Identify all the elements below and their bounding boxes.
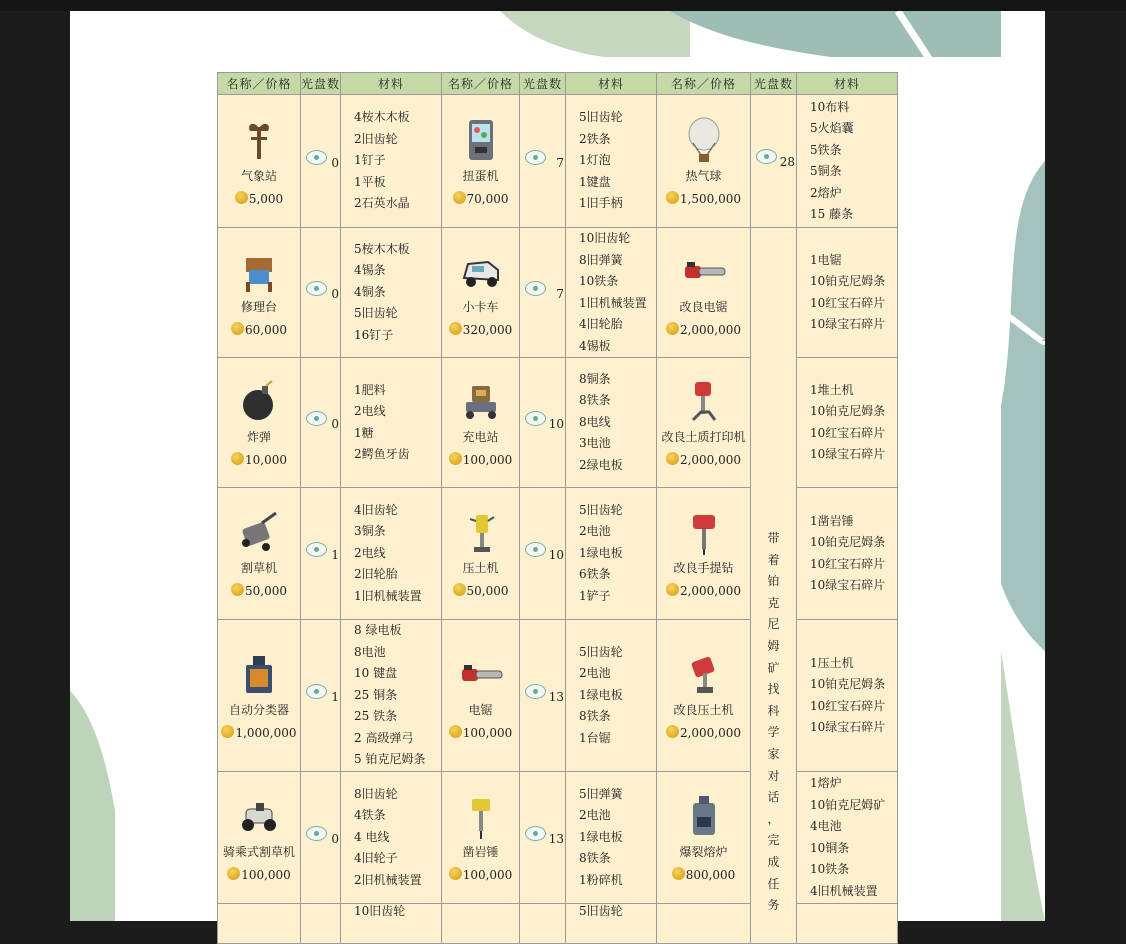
material-line: 5铜条 <box>810 164 842 178</box>
item-price: 60,000 <box>218 322 300 337</box>
compactor-red-icon <box>681 651 727 697</box>
item-price: 2,000,000 <box>657 322 750 337</box>
materials-cell <box>341 95 442 228</box>
empty-cell <box>520 904 566 944</box>
material-line: 10旧齿轮 <box>354 904 406 918</box>
material-line: 4旧轮胎 <box>579 317 623 331</box>
disc-icon <box>306 281 327 296</box>
material-line: 3铜条 <box>354 524 386 539</box>
coin-icon <box>235 191 248 204</box>
item-cell <box>442 772 520 904</box>
charging-station-icon <box>458 378 504 424</box>
coin-icon <box>672 867 685 880</box>
disc-icon <box>306 150 327 165</box>
item-price: 1,500,000 <box>657 191 750 206</box>
material-line: 10绿宝石碎片 <box>810 720 886 734</box>
item-cell <box>218 95 301 228</box>
material-line: 10红宝石碎片 <box>810 556 886 571</box>
materials-cell <box>566 95 657 228</box>
material-line: 8铜条 <box>579 371 611 386</box>
item-cell <box>442 95 520 228</box>
material-line: 10铜条 <box>810 840 850 855</box>
item-name: 凿岩锤 <box>462 845 499 859</box>
blast-furnace-icon <box>681 793 727 839</box>
material-line: 8电线 <box>579 414 611 429</box>
rock-hammer-icon <box>458 793 504 839</box>
header-row <box>218 73 898 95</box>
material-line: 1糖 <box>354 425 374 440</box>
item-price: 100,000 <box>218 867 300 882</box>
material-line: 8旧齿轮 <box>354 786 398 801</box>
material-line: 2石英水晶 <box>354 196 410 211</box>
coin-icon <box>221 725 234 738</box>
material-line: 8旧弹簧 <box>579 252 623 267</box>
disc-count-cell <box>520 95 566 228</box>
disc-icon <box>525 150 546 165</box>
material-line: 10红宝石碎片 <box>810 425 886 440</box>
material-line: 1旧机械装置 <box>579 295 647 310</box>
material-line: 5旧弹簧 <box>579 786 623 801</box>
disc-icon <box>306 684 327 699</box>
empty-cell <box>797 904 898 944</box>
materials-cell <box>797 772 898 904</box>
coin-icon <box>453 583 466 596</box>
item-price: 320,000 <box>442 322 519 337</box>
disc-count-cell <box>301 620 341 772</box>
column-header: 材料 <box>797 73 898 95</box>
material-line: 4旧轮子 <box>354 851 398 866</box>
material-line: 4旧机械装置 <box>810 883 878 898</box>
item-price: 70,000 <box>442 191 519 206</box>
item-price: 2,000,000 <box>657 583 750 598</box>
disc-count: 0 <box>331 287 339 301</box>
material-line: 2绿电板 <box>579 457 623 472</box>
material-line: 10铂克尼姆矿 <box>810 797 886 812</box>
materials-cell <box>797 620 898 772</box>
item-cell <box>657 228 751 358</box>
material-line: 1堆土机 <box>810 382 854 397</box>
disc-count: 0 <box>331 156 339 170</box>
materials-cell <box>566 488 657 620</box>
empty-cell <box>442 904 520 944</box>
material-line: 10铂克尼姆条 <box>810 274 886 288</box>
item-name: 压土机 <box>462 561 499 575</box>
material-line: 1凿岩锤 <box>810 513 854 528</box>
material-line: 4铁条 <box>354 808 386 823</box>
disc-icon <box>756 149 777 164</box>
item-price: 100,000 <box>442 452 519 467</box>
material-line: 4桉木木板 <box>354 110 410 125</box>
material-line: 2旧机械装置 <box>354 872 422 887</box>
material-line: 1电锯 <box>810 252 842 267</box>
disc-count: 0 <box>331 832 339 846</box>
material-line: 10铁条 <box>579 274 619 288</box>
disc-count-cell <box>301 358 341 488</box>
material-line: 5旧齿轮 <box>579 904 623 918</box>
item-price: 1,000,000 <box>218 725 300 740</box>
disc-count-cell <box>520 488 566 620</box>
material-line: 2电池 <box>579 666 611 681</box>
item-price: 2,000,000 <box>657 725 750 740</box>
items-table <box>217 72 898 944</box>
material-line: 1铲子 <box>579 588 611 603</box>
gacha-machine-icon <box>458 117 504 163</box>
column-header: 名称／价格 <box>218 73 301 95</box>
material-line: 2电线 <box>354 545 386 560</box>
materials-cell <box>797 488 898 620</box>
item-cell <box>218 620 301 772</box>
material-line: 5旧齿轮 <box>354 306 398 321</box>
item-cell <box>442 228 520 358</box>
materials-cell <box>566 620 657 772</box>
material-line: 1粉碎机 <box>579 872 623 887</box>
material-line: 10红宝石碎片 <box>810 698 886 713</box>
soil-printer-icon <box>681 378 727 424</box>
disc-icon <box>525 542 546 557</box>
materials-cell <box>797 228 898 358</box>
material-line: 10绿宝石碎片 <box>810 317 886 331</box>
item-cell <box>657 772 751 904</box>
top-bar <box>0 0 1126 11</box>
material-line: 10铁条 <box>810 862 850 876</box>
material-line: 5火焰囊 <box>810 121 854 135</box>
material-line: 10绿宝石碎片 <box>810 578 886 592</box>
disc-count-cell <box>520 772 566 904</box>
item-cell <box>218 772 301 904</box>
repair-bench-icon <box>236 248 282 294</box>
chainsaw-icon <box>681 248 727 294</box>
compactor-icon <box>458 509 504 555</box>
auto-sorter-icon <box>236 651 282 697</box>
table-body <box>218 95 898 944</box>
hand-drill-icon <box>681 509 727 555</box>
empty-cell <box>657 904 751 944</box>
materials-cell <box>566 904 657 944</box>
disc-count: 13 <box>548 690 564 704</box>
weather-station-icon <box>236 117 282 163</box>
coin-icon <box>449 725 462 738</box>
item-name: 修理台 <box>240 300 277 314</box>
coin-icon <box>666 322 679 335</box>
disc-count-cell <box>520 620 566 772</box>
disc-count-cell <box>520 358 566 488</box>
coin-icon <box>666 583 679 596</box>
material-line: 1台锯 <box>579 730 611 745</box>
material-line: 10布料 <box>810 99 850 114</box>
materials-cell <box>341 904 442 944</box>
material-line: 4锡条 <box>354 263 386 278</box>
disc-count: 0 <box>331 417 339 431</box>
item-name: 热气球 <box>685 168 722 183</box>
item-name: 炸弹 <box>246 430 271 444</box>
materials-cell <box>341 358 442 488</box>
disc-count-cell <box>301 95 341 228</box>
material-line: 2旧轮胎 <box>354 567 398 582</box>
disc-count: 13 <box>548 832 564 846</box>
item-name: 自动分类器 <box>228 703 289 717</box>
material-line: 4电池 <box>810 819 842 833</box>
material-line: 1肥料 <box>354 382 386 397</box>
material-line: 4铜条 <box>354 284 386 299</box>
material-line: 10铂克尼姆条 <box>810 535 886 549</box>
disc-icon <box>306 826 327 841</box>
materials-cell <box>341 772 442 904</box>
bomb-icon <box>236 378 282 424</box>
material-line: 5 铂克尼姆条 <box>354 752 426 767</box>
lawn-mower-icon <box>236 509 282 555</box>
material-line: 8铁条 <box>579 393 611 408</box>
materials-cell <box>341 228 442 358</box>
material-line: 25 铁条 <box>354 709 398 724</box>
material-line: 8 绿电板 <box>354 623 402 638</box>
disc-note-cell <box>751 228 797 944</box>
material-line: 10红宝石碎片 <box>810 295 886 310</box>
material-line: 16钉子 <box>354 327 394 342</box>
material-line: 10铂克尼姆条 <box>810 677 886 691</box>
material-line: 1旧机械装置 <box>354 588 422 603</box>
material-line: 15 藤条 <box>810 207 854 221</box>
material-line: 5旧齿轮 <box>579 644 623 659</box>
materials-cell <box>341 620 442 772</box>
column-header: 名称／价格 <box>442 73 520 95</box>
disc-count: 1 <box>331 690 339 704</box>
item-name: 电锯 <box>468 703 493 717</box>
materials-cell <box>566 228 657 358</box>
item-name: 骑乘式割草机 <box>222 845 295 859</box>
item-name: 充电站 <box>462 430 499 444</box>
disc-count: 7 <box>556 156 564 170</box>
material-line: 1熔炉 <box>810 776 842 790</box>
coin-icon <box>449 322 462 335</box>
material-line: 1绿电板 <box>579 829 623 844</box>
item-name: 改良土质打印机 <box>661 430 746 444</box>
material-line: 4旧齿轮 <box>354 502 398 517</box>
material-line: 6铁条 <box>579 567 611 582</box>
table-row <box>218 95 898 228</box>
disc-count-cell <box>301 228 341 358</box>
item-cell <box>657 488 751 620</box>
coin-icon <box>666 725 679 738</box>
item-name: 改良压土机 <box>673 703 734 717</box>
disc-icon <box>525 826 546 841</box>
disc-count: 7 <box>556 287 564 301</box>
material-line: 8铁条 <box>579 709 611 724</box>
item-price: 5,000 <box>218 191 300 206</box>
item-cell <box>218 488 301 620</box>
disc-count-cell <box>520 228 566 358</box>
disc-icon <box>306 542 327 557</box>
riding-mower-icon <box>236 793 282 839</box>
disc-count: 1 <box>331 548 339 562</box>
table-row <box>218 228 898 358</box>
disc-count-cell <box>751 95 797 228</box>
item-name: 割草机 <box>240 561 277 575</box>
item-price: 100,000 <box>442 725 519 740</box>
materials-cell <box>797 95 898 228</box>
item-name: 小卡车 <box>462 300 499 314</box>
material-line: 1平板 <box>354 174 386 189</box>
coin-icon <box>449 452 462 465</box>
material-line: 2鳄鱼牙齿 <box>354 447 410 461</box>
hot-air-balloon-icon <box>681 117 727 163</box>
material-line: 5旧齿轮 <box>579 110 623 125</box>
item-cell <box>442 620 520 772</box>
disc-count: 10 <box>548 548 564 562</box>
material-line: 10绿宝石碎片 <box>810 447 886 461</box>
disc-count-cell <box>301 488 341 620</box>
disc-icon <box>525 411 546 426</box>
material-line: 2铁条 <box>579 131 611 146</box>
material-line: 2旧齿轮 <box>354 131 398 146</box>
item-cell <box>442 358 520 488</box>
material-line: 10 键盘 <box>354 666 398 681</box>
coin-icon <box>666 452 679 465</box>
item-price: 100,000 <box>442 867 519 882</box>
disc-icon <box>306 411 327 426</box>
materials-cell <box>566 358 657 488</box>
column-header: 材料 <box>566 73 657 95</box>
disc-count: 10 <box>548 417 564 431</box>
item-cell <box>657 620 751 772</box>
empty-cell <box>218 904 301 944</box>
item-price: 50,000 <box>442 583 519 598</box>
material-line: 4锡板 <box>579 338 611 353</box>
material-line: 5旧齿轮 <box>579 502 623 517</box>
material-line: 1灯泡 <box>579 153 611 168</box>
item-name: 改良手提钻 <box>673 561 734 575</box>
disc-icon <box>525 684 546 699</box>
material-line: 8铁条 <box>579 851 611 866</box>
item-name: 改良电锯 <box>679 300 728 314</box>
empty-cell <box>301 904 341 944</box>
material-line: 2电池 <box>579 808 611 823</box>
material-line: 1绿电板 <box>579 545 623 560</box>
material-line: 2 高级弹弓 <box>354 730 414 745</box>
item-price: 800,000 <box>657 867 750 882</box>
item-name: 扭蛋机 <box>462 168 499 183</box>
item-price: 2,000,000 <box>657 452 750 467</box>
column-header: 光盘数 <box>520 73 566 95</box>
coin-icon <box>231 452 244 465</box>
column-header: 光盘数 <box>751 73 797 95</box>
material-line: 1压土机 <box>810 655 854 670</box>
material-line: 2电池 <box>579 524 611 539</box>
material-line: 10旧齿轮 <box>579 231 631 245</box>
item-name: 爆裂熔炉 <box>679 845 728 859</box>
item-cell <box>657 358 751 488</box>
coin-icon <box>231 322 244 335</box>
coin-icon <box>227 867 240 880</box>
material-line: 2熔炉 <box>810 185 842 200</box>
material-line: 10铂克尼姆条 <box>810 404 886 418</box>
material-line: 5铁条 <box>810 142 842 157</box>
disc-count: 28 <box>779 155 795 169</box>
material-line: 1旧手柄 <box>579 196 623 211</box>
material-line: 1钉子 <box>354 153 386 168</box>
coin-icon <box>666 191 679 204</box>
chainsaw-icon <box>458 651 504 697</box>
item-price: 50,000 <box>218 583 300 598</box>
material-line: 1绿电板 <box>579 687 623 702</box>
column-header: 材料 <box>341 73 442 95</box>
material-line: 2电线 <box>354 404 386 418</box>
coin-icon <box>449 867 462 880</box>
material-line: 1键盘 <box>579 174 611 189</box>
disc-note: 带 着 铂 克 尼 姆 矿 找 科 学 家 对 话 ， 完 成 任 务 <box>767 531 780 913</box>
item-cell <box>218 228 301 358</box>
material-line: 5桉木木板 <box>354 241 410 256</box>
material-line: 3电池 <box>579 436 611 451</box>
materials-cell <box>341 488 442 620</box>
item-price: 10,000 <box>218 452 300 467</box>
disc-count-cell <box>301 772 341 904</box>
item-name: 气象站 <box>240 168 277 183</box>
material-line: 8电池 <box>354 644 386 659</box>
materials-cell <box>797 358 898 488</box>
materials-cell <box>566 772 657 904</box>
item-cell <box>442 488 520 620</box>
item-cell <box>657 95 751 228</box>
column-header: 名称／价格 <box>657 73 751 95</box>
material-line: 25 铜条 <box>354 687 398 702</box>
column-header: 光盘数 <box>301 73 341 95</box>
disc-icon <box>525 281 546 296</box>
coin-icon <box>453 191 466 204</box>
item-cell <box>218 358 301 488</box>
material-line: 4 电线 <box>354 829 390 844</box>
coin-icon <box>231 583 244 596</box>
pickup-truck-icon <box>458 248 504 294</box>
